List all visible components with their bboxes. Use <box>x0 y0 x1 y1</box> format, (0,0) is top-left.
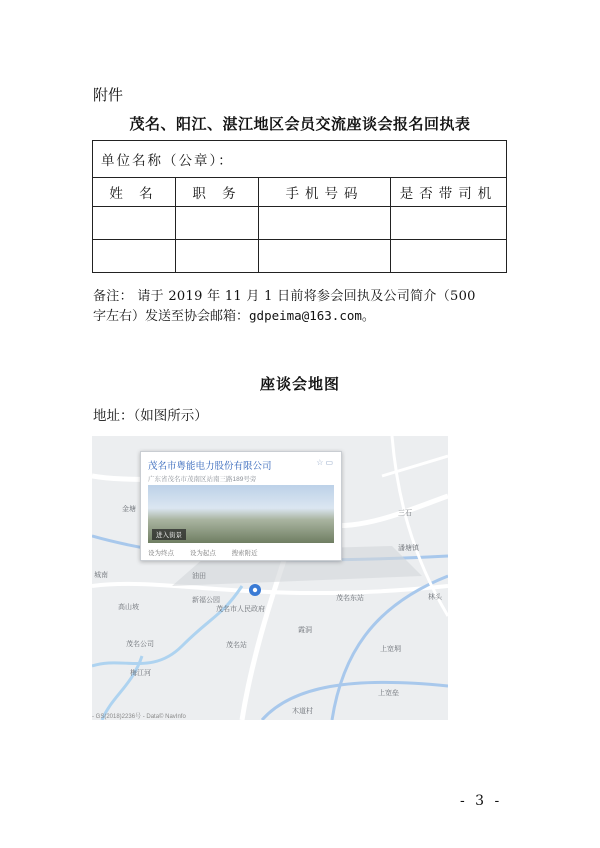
form-cell[interactable] <box>259 207 391 240</box>
map-label: 三石 <box>398 510 412 517</box>
map-label: 高山坡 <box>118 604 139 611</box>
unit-name-cell[interactable]: 单位名称（公章）： <box>93 141 507 178</box>
map-label: 油田 <box>192 573 206 580</box>
attachment-label: 附件 <box>93 86 124 104</box>
map-label: 新福公园 <box>192 597 220 604</box>
form-cell[interactable] <box>259 240 391 273</box>
map-label: 金塘 <box>122 506 136 513</box>
note-line-2-suffix: 。 <box>361 309 375 324</box>
form-cell[interactable] <box>176 240 259 273</box>
note-line-2-prefix: 字左右）发送至协会邮箱： <box>93 309 250 324</box>
star-icon[interactable]: ☆ <box>316 458 326 467</box>
page-number: - 3 - <box>460 793 503 809</box>
location-map[interactable] <box>92 436 448 720</box>
street-photo[interactable] <box>148 485 334 543</box>
email-link[interactable]: gdpeima@163.com <box>249 308 362 323</box>
map-copyright: - GS(2018)2236号 - Data© NavInfo <box>92 714 186 720</box>
search-nearby-button[interactable]: 搜索附近 <box>231 550 258 557</box>
note-line-1: 备注： 请于 2019 年 11 月 1 日前将参会回执及公司简介（500 <box>93 289 476 304</box>
form-cell[interactable] <box>391 207 507 240</box>
header-name: 姓 名 <box>93 178 176 207</box>
map-title: 座谈会地图 <box>259 375 340 393</box>
set-destination-button[interactable]: 设为终点 <box>148 550 174 557</box>
header-phone: 手机号码 <box>259 178 391 207</box>
form-title: 茂名、阳江、湛江地区会员交流座谈会报名回执表 <box>129 115 471 133</box>
popup-actions <box>148 548 272 557</box>
address-label: 地址：（如图所示） <box>93 408 208 424</box>
map-label: 上宽垒 <box>378 690 399 697</box>
map-label: 茂名东站 <box>336 595 364 602</box>
registration-form-table <box>92 140 507 273</box>
form-cell[interactable] <box>93 207 176 240</box>
map-label: 霞洞 <box>298 627 312 634</box>
note-line-2 <box>93 305 375 324</box>
map-label: 茂名站 <box>226 642 247 649</box>
form-cell[interactable] <box>391 240 507 273</box>
header-driver: 是否带司机 <box>391 178 507 207</box>
map-label: 茂名市人民政府 <box>216 606 265 613</box>
map-label: 潘塘镇 <box>398 545 419 552</box>
popup-action-icons[interactable] <box>316 458 335 467</box>
form-cell[interactable] <box>93 240 176 273</box>
map-label: 上宽垌 <box>380 646 401 653</box>
map-label: 木道村 <box>292 708 313 715</box>
map-label: 梅江河 <box>130 670 151 677</box>
map-label: 林头 <box>428 594 442 601</box>
place-info-popup[interactable] <box>140 451 342 561</box>
street-view-button[interactable]: 进入街景 <box>152 529 186 540</box>
form-cell[interactable] <box>176 207 259 240</box>
set-origin-button[interactable]: 设为起点 <box>189 550 216 557</box>
bus-icon[interactable]: ▭ <box>325 458 335 467</box>
map-label: 城南 <box>94 572 108 579</box>
popup-address: 广东省茂名市茂南区站南三路189号旁 <box>148 476 257 483</box>
header-position: 职 务 <box>176 178 259 207</box>
popup-company-name[interactable]: 茂名市粤能电力股份有限公司 <box>148 461 272 472</box>
map-label: 茂名公司 <box>126 641 154 648</box>
